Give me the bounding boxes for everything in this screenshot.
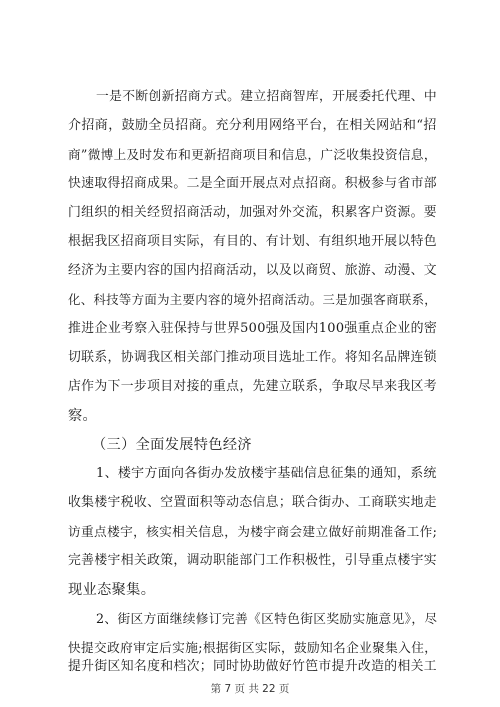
paragraph-line: 推进企业考察入驻保持与世界500强及国内100强重点企业的密	[68, 321, 438, 336]
paragraph-line: 2、街区方面继续修订完善《区特色街区奖励实施意见》，尽	[96, 611, 438, 626]
paragraph-line: 完善楼宇相关政策，调动职能部门工作积极性，引导重点楼宇实	[68, 553, 437, 568]
page-footer: 第 7 页 共 22 页	[210, 683, 290, 695]
paragraph-line: 快提交政府审定后实施;根据街区实际，鼓励知名企业聚集入住，	[68, 640, 438, 655]
paragraph-line: 快速取得招商成果。二是全面开展点对点招商。积极参与省市部	[68, 176, 437, 191]
paragraph-line: 1、楼宇方面向各街办发放楼宇基础信息征集的通知，系统	[96, 466, 437, 481]
paragraph-line: 化、科技等方面为主要内容的境外招商活动。三是加强客商联系，	[68, 293, 438, 307]
paragraph-line: 经济为主要内容的国内招商活动，以及以商贸、旅游、动漫、文	[68, 263, 437, 278]
paragraph-line: 介招商，鼓励全员招商。充分利用网络平台，在相关网站和“招	[68, 118, 437, 133]
paragraph-line: 切联系，协调我区相关部门推动项目选址工作。将知名品牌连锁	[68, 350, 437, 365]
section-heading: （三）全面发展特色经济	[92, 437, 252, 453]
paragraph-line: 商”微博上及时发布和更新招商项目和信息，广泛收集投资信息，	[68, 147, 437, 162]
paragraph-line: 收集楼宇税收、空置面积等动态信息；联合街办、工商联实地走	[68, 495, 437, 510]
paragraph-line: 察。	[68, 408, 98, 424]
paragraph-line: 门组织的相关经贸招商活动，加强对外交流，积累客户资源。要	[68, 205, 437, 220]
paragraph-line: 店作为下一步项目对接的重点，先建立联系，争取尽早来我区考	[68, 379, 437, 394]
paragraph-line: 访重点楼宇，核实相关信息，为楼宇商会建立做好前期准备工作;	[68, 524, 438, 539]
paragraph-line: 根据我区招商项目实际，有目的、有计划、有组织地开展以特色	[68, 234, 437, 249]
paragraph-line: 一是不断创新招商方式。建立招商智库，开展委托代理、中	[96, 89, 438, 104]
paragraph-line: 提升街区知名度和档次；同时协助做好竹笆市提升改造的相关工	[68, 659, 437, 674]
paragraph-line: 现业态聚集。	[68, 582, 156, 598]
